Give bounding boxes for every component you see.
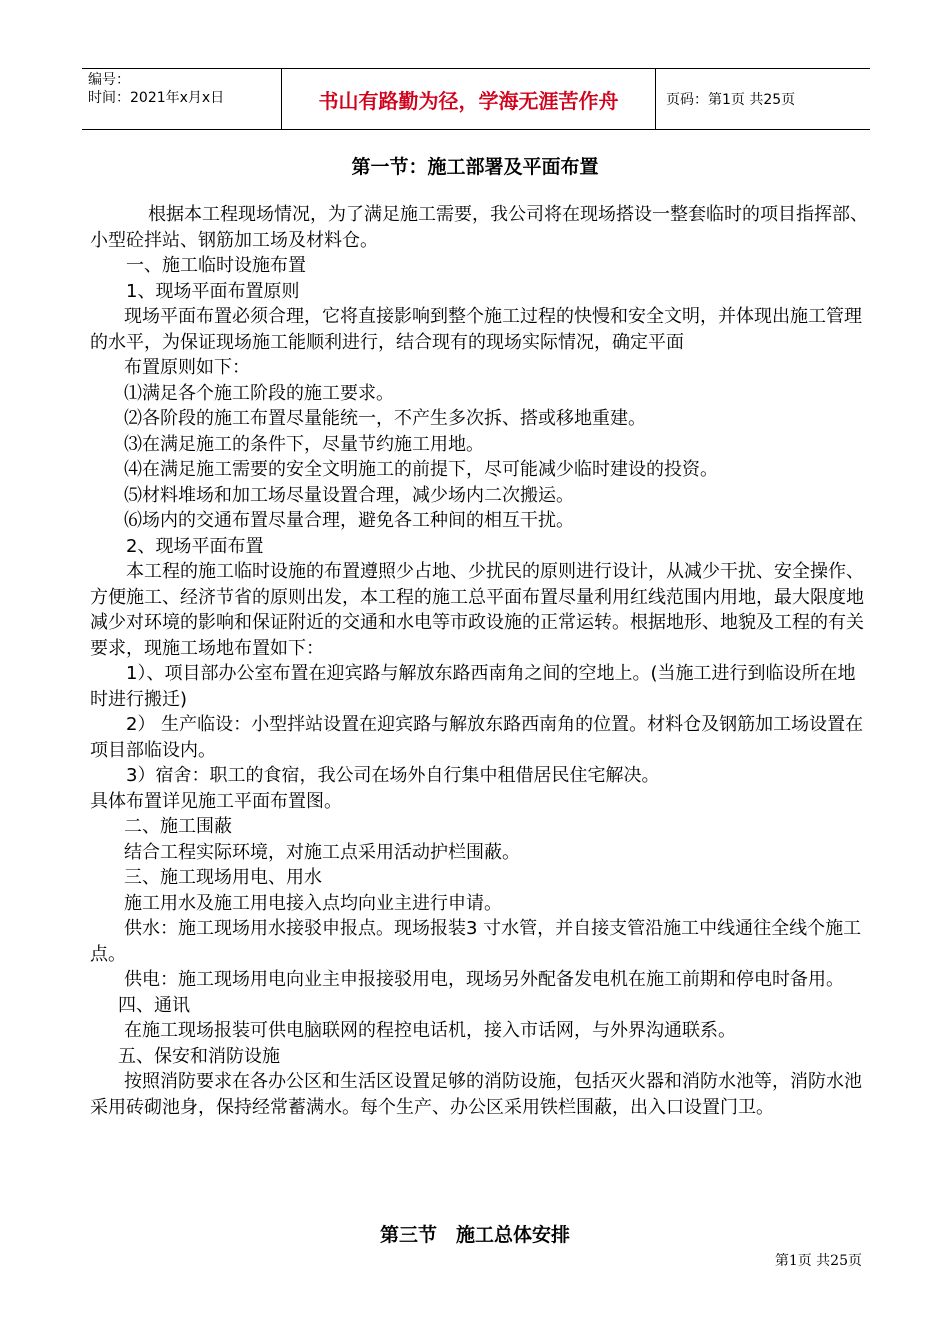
document-body [90,202,870,1120]
paragraph: 结合工程实际环境，对施工点采用活动护栏围蔽。 [124,841,520,863]
list-item: ⑶在满足施工的条件下，尽量节约施工用地。 [124,433,484,455]
paragraph: 施工用水及施工用电接入点均向业主进行申请。 [124,892,502,914]
heading: 一、施工临时设施布置 [126,255,306,276]
paragraph: 现场平面布置必须合理，它将直接影响到整个施工过程的快慢和安全文明，并体现出施工管理的水平，为保证现场施工能顺利进行，结合现有的现场实际情况，确定平面 [90,306,862,353]
motto: 书山有路勤为径，学海无涯苦作舟 [282,69,656,129]
paragraph: 2） 生产临设：小型拌站设置在迎宾路与解放东路西南角的位置。材料仓及钢筋加工场设置在项目部临设内。 [90,714,864,761]
paragraph: 布置原则如下： [124,357,250,378]
heading: 2、现场平面布置 [126,535,264,557]
paragraph: 本工程的施工临时设施的布置遵照少占地、少扰民的原则进行设计，从减少干扰、安全操作、方便施工、经济节省的原则出发，本工程的施工总平面布置尽量利用红线范围内用地，最大限度地减少对环境的影响和保证附近的交通和水电等市政设施的正常运转。根据地形、地貌及工程的有关要求，现施工场地布置如下： [90,561,864,659]
header-table [82,68,870,130]
page-label: 页码：第1页 共25页 [666,92,796,108]
paragraph: 按照消防要求在各办公区和生活区设置足够的消防设施，包括灭火器和消防水池等，消防水池采用砖砌池身，保持经常蓄满水。每个生产、办公区采用铁栏围蔽，出入口设置门卫。 [90,1071,862,1118]
section-title-3: 第三节 施工总体安排 [379,1224,570,1246]
list-item: ⑸材料堆场和加工场尽量设置合理，减少场内二次搬运。 [124,484,574,506]
list-item: ⑹场内的交通布置尽量合理，避免各工种间的相互干扰。 [124,510,574,531]
heading: 四、通讯 [118,994,190,1016]
heading: 三、施工现场用电、用水 [124,867,322,888]
paragraph: 根据本工程现场情况，为了满足施工需要，我公司将在现场搭设一整套临时的项目指挥部、小型砼拌站、钢筋加工场及材料仓。 [90,204,868,251]
list-item: ⑵各阶段的施工布置尽量能统一，不产生多次拆、搭或移地重建。 [124,408,646,429]
heading: 五、保安和消防设施 [118,1045,280,1067]
list-item: ⑴满足各个施工阶段的施工要求。 [124,382,394,404]
date-label: 时间：2021年x月x日 [88,90,225,106]
header-meta-cell [82,69,282,129]
paragraph: 供水：施工现场用水接驳申报点。现场报装3 寸水管，并自接支管沿施工中线通往全线个施工点。 [90,918,862,965]
paragraph: 供电：施工现场用电向业主申报接驳用电，现场另外配备发电机在施工前期和停电时备用。 [124,969,844,990]
heading: 1、现场平面布置原则 [126,280,300,302]
list-item: ⑷在满足施工需要的安全文明施工的前提下，尽可能减少临时建设的投资。 [124,459,718,480]
paragraph: 在施工现场报装可供电脑联网的程控电话机，接入市话网，与外界沟通联系。 [124,1020,736,1041]
paragraph: 具体布置详见施工平面布置图。 [90,790,342,812]
section-title: 第一节：施工部署及平面布置 [351,156,599,178]
paragraph: 1）、项目部办公室布置在迎宾路与解放东路西南角之间的空地上。(当施工进行到临设所在地时进行搬迁) [90,663,856,710]
page-footer: 第1页 共25页 [774,1253,862,1269]
paragraph: 3）宿舍：职工的食宿，我公司在场外自行集中租借居民住宅解决。 [126,765,660,786]
heading: 二、施工围蔽 [124,816,232,837]
serial-label: 编号： [88,72,130,88]
